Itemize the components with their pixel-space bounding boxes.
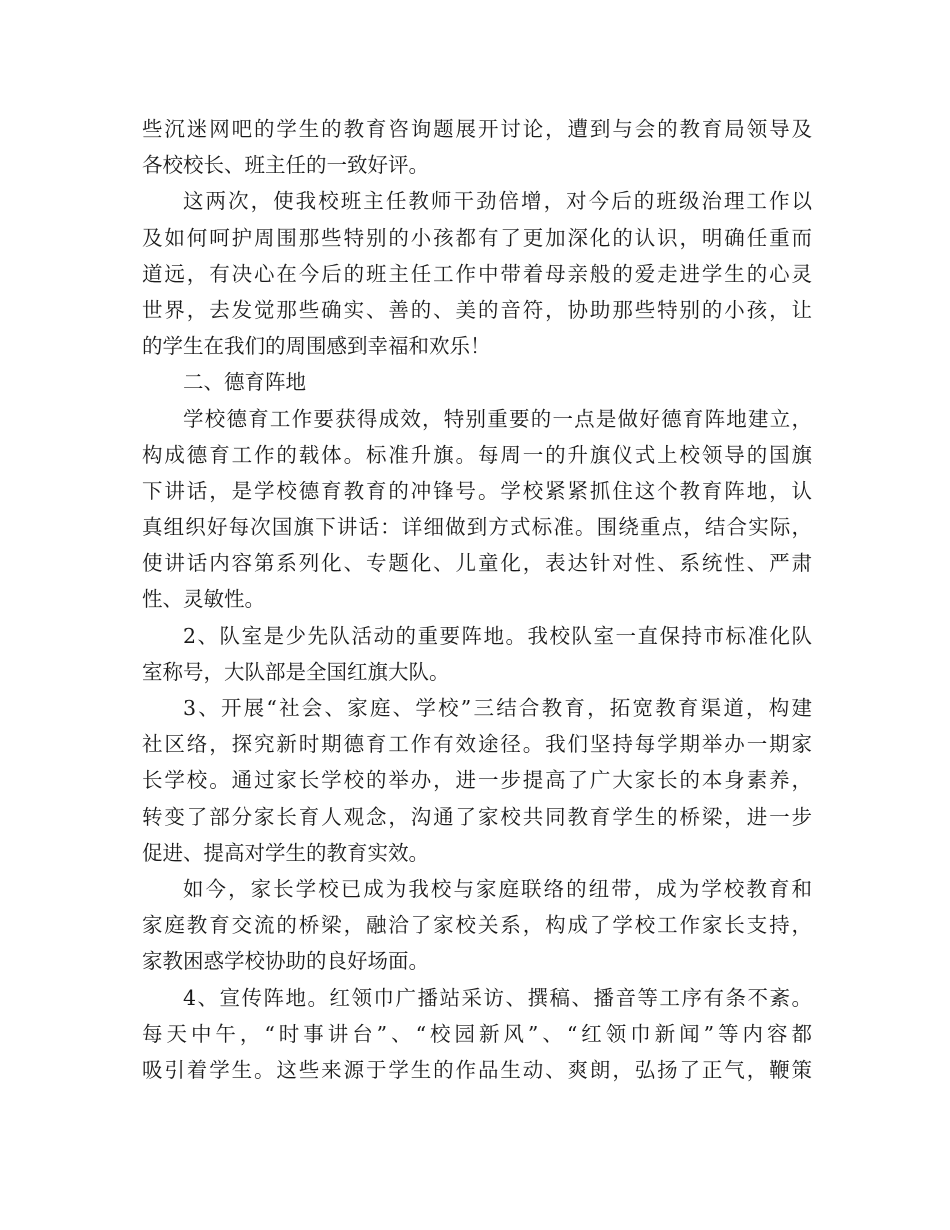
paragraph-4 xyxy=(142,618,812,690)
text-line: 家庭教育交流的桥梁，融洽了家校关系，构成了学校工作家长支持， xyxy=(142,913,812,938)
paragraph-1 xyxy=(142,111,812,183)
text-line: 促进、提高对学生的教育实效。 xyxy=(142,840,429,865)
text-line: 每天中午，“时事讲台”、“校园新风”、“红领巾新闻”等内容都 xyxy=(142,1021,812,1046)
text-line: 转变了部分家长育人观念，沟通了家校共同教育学生的桥梁，进一步 xyxy=(142,804,812,829)
text-line: 使讲话内容第系列化、专题化、儿童化，表达针对性、系统性、严肃 xyxy=(142,551,812,576)
text-line: 长学校。通过家长学校的举办，进一步提高了广大家长的本身素养， xyxy=(142,768,812,793)
paragraph-2 xyxy=(142,183,812,364)
text-line: 性、灵敏性。 xyxy=(142,587,265,612)
text-line: 如今，家长学校已成为我校与家庭联络的纽带，成为学校教育和 xyxy=(183,876,812,901)
section-heading-text: 二、德育阵地 xyxy=(183,370,306,395)
text-line: 些沉迷网吧的学生的教育咨询题展开讨论，遭到与会的教育局领导及 xyxy=(142,117,812,141)
text-line: 及如何呵护周围那些特别的小孩都有了更加深化的认识，明确任重而 xyxy=(142,225,812,250)
text-line: 构成德育工作的载体。标准升旗。每周一的升旗仪式上校领导的国旗 xyxy=(142,442,812,467)
text-line: 道远，有决心在今后的班主任工作中带着母亲般的爱走进学生的心灵 xyxy=(142,261,812,286)
text-line: 世界，去发觉那些确实、善的、美的音符，协助那些特别的小孩，让 xyxy=(142,297,812,322)
paragraph-6 xyxy=(142,871,812,980)
text-line: 4、宣传阵地。红领巾广播站采访、撰稿、播音等工序有条不紊。 xyxy=(183,985,812,1010)
text-line: 室称号，大队部是全国红旗大队。 xyxy=(142,659,450,684)
text-line: 的学生在我们的周围感到幸福和欢乐！ xyxy=(142,334,491,359)
text-line: 2、队室是少先队活动的重要阵地。我校队室一直保持市标准化队 xyxy=(183,623,812,648)
text-line: 下讲话，是学校德育教育的冲锋号。学校紧紧抓住这个教育阵地，认 xyxy=(142,478,812,503)
section-heading xyxy=(142,364,812,400)
text-line: 吸引着学生。这些来源于学生的作品生动、爽朗，弘扬了正气，鞭策 xyxy=(142,1057,812,1082)
text-line: 学校德育工作要获得成效，特别重要的一点是做好德育阵地建立， xyxy=(183,406,812,431)
text-line: 社区络，探究新时期德育工作有效途径。我们坚持每学期举办一期家 xyxy=(142,732,812,757)
text-line: 3、开展“社会、家庭、学校”三结合教育，拓宽教育渠道，构建 xyxy=(183,696,812,720)
text-line: 这两次，使我校班主任教师干劲倍增，对今后的班级治理工作以 xyxy=(183,189,812,214)
paragraph-5 xyxy=(142,690,812,871)
text-line: 各校校长、班主任的一致好评。 xyxy=(142,153,429,178)
text-line: 真组织好每次国旗下讲话：详细做到方式标准。围绕重点，结合实际， xyxy=(142,515,812,540)
paragraph-7 xyxy=(142,980,812,1089)
text-line: 家教困惑学校协助的良好场面。 xyxy=(142,949,429,974)
paragraph-3 xyxy=(142,401,812,618)
document-body xyxy=(142,111,812,1088)
